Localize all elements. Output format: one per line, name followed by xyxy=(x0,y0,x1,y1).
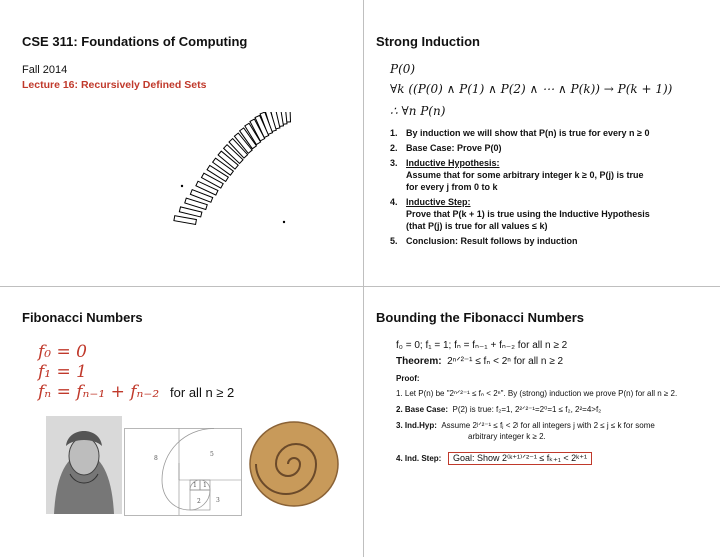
theorem-line: Theorem: 2ⁿᐟ²⁻¹ ≤ fₙ < 2ⁿ for all n ≥ 2 xyxy=(396,356,564,367)
fib-eq-recurrence: fₙ = fₙ₋₁ + fₙ₋₂ for all n ≥ 2 xyxy=(38,382,235,402)
svg-text:1: 1 xyxy=(203,482,207,489)
fibonacci-spiral-diagram xyxy=(124,428,242,516)
list-item: 2. Base Case: Prove P(0) xyxy=(390,143,502,153)
slide-title: Strong Induction xyxy=(376,34,480,49)
slide-title: Bounding the Fibonacci Numbers xyxy=(376,310,585,325)
goal-box: Goal: Show 2⁽ᵏ⁺¹⁾ᐟ²⁻¹ ≤ fₖ₊₁ < 2ᵏ⁺¹ xyxy=(448,452,592,465)
fib-eq-base0: f₀ = 0 xyxy=(38,342,87,362)
term-label: Fall 2014 xyxy=(22,64,68,76)
proof-step-3: 3. Ind.Hyp: Assume 2ʲᐟ²⁻¹ ≤ fⱼ < 2ʲ for all integers j with 2 ≤ j ≤ k for some xyxy=(396,421,655,430)
vertical-divider xyxy=(363,0,364,557)
list-item: 1. By induction we will show that P(n) is true for every n ≥ 0 xyxy=(390,128,650,138)
slide-fibonacci xyxy=(22,298,356,550)
proof-step-2: 2. Base Case: P(2) is true: f₂=1, 2²ᐟ²⁻¹=2⁰=1 ≤ f₂, 2²=4>f₂ xyxy=(396,405,602,414)
horizontal-divider xyxy=(0,286,720,287)
svg-text:8: 8 xyxy=(154,455,158,462)
proof-step-1: 1. Let P(n) be "2ⁿᐟ²⁻¹ ≤ fₙ < 2ⁿ". By (strong) induction we prove P(n) for all n ≥ 2. xyxy=(396,389,678,398)
list-item: 5. Conclusion: Result follows by induction xyxy=(390,236,578,246)
svg-text:2: 2 xyxy=(197,498,201,505)
slide-strong-induction xyxy=(376,22,706,274)
premise-base: P(0) xyxy=(390,62,416,76)
fib-definition: f₀ = 0; f₁ = 1; fₙ = fₙ₋₁ + fₙ₋₂ for all n ≥ 2 xyxy=(396,340,568,351)
domino xyxy=(179,207,202,217)
svg-text:5: 5 xyxy=(210,451,214,458)
falling-dominoes-illustration xyxy=(170,112,350,247)
slide-title xyxy=(22,22,356,274)
fib-eq-base1: f₁ = 1 xyxy=(38,362,87,382)
slide-bounding-fibonacci xyxy=(376,298,706,550)
proof-label: Proof: xyxy=(396,374,420,383)
list-item: 4. Inductive Step: Prove that P(k + 1) is true using the Inductive Hypothesis (that P(j) is true for all values ≤ k) xyxy=(390,197,650,231)
course-title: CSE 311: Foundations of Computing xyxy=(22,34,248,49)
svg-text:1: 1 xyxy=(193,482,197,489)
list-item: 3. Inductive Hypothesis: Assume that for some arbitrary integer k ≥ 0, P(j) is true for every j from 0 to k xyxy=(390,158,644,192)
proof-step-3-cont: arbitrary integer k ≥ 2. xyxy=(468,432,546,441)
conclusion-line: ∴ ∀n P(n) xyxy=(390,104,446,118)
premise-step: ∀k ((P(0) ∧ P(1) ∧ P(2) ∧ ⋯ ∧ P(k)) → P(k + 1)) xyxy=(390,82,673,96)
svg-text:3: 3 xyxy=(216,497,220,504)
slide-title: Fibonacci Numbers xyxy=(22,310,143,325)
proof-steps-list xyxy=(390,127,700,250)
fibonacci-portrait-image xyxy=(46,416,122,514)
proof-step-4: 4. Ind. Step: Goal: Show 2⁽ᵏ⁺¹⁾ᐟ²⁻¹ ≤ fₖ₊₁ < 2ᵏ⁺¹ xyxy=(396,452,592,465)
nautilus-shell-image xyxy=(248,418,340,510)
lecture-title: Lecture 16: Recursively Defined Sets xyxy=(22,79,207,91)
domino xyxy=(174,216,197,225)
